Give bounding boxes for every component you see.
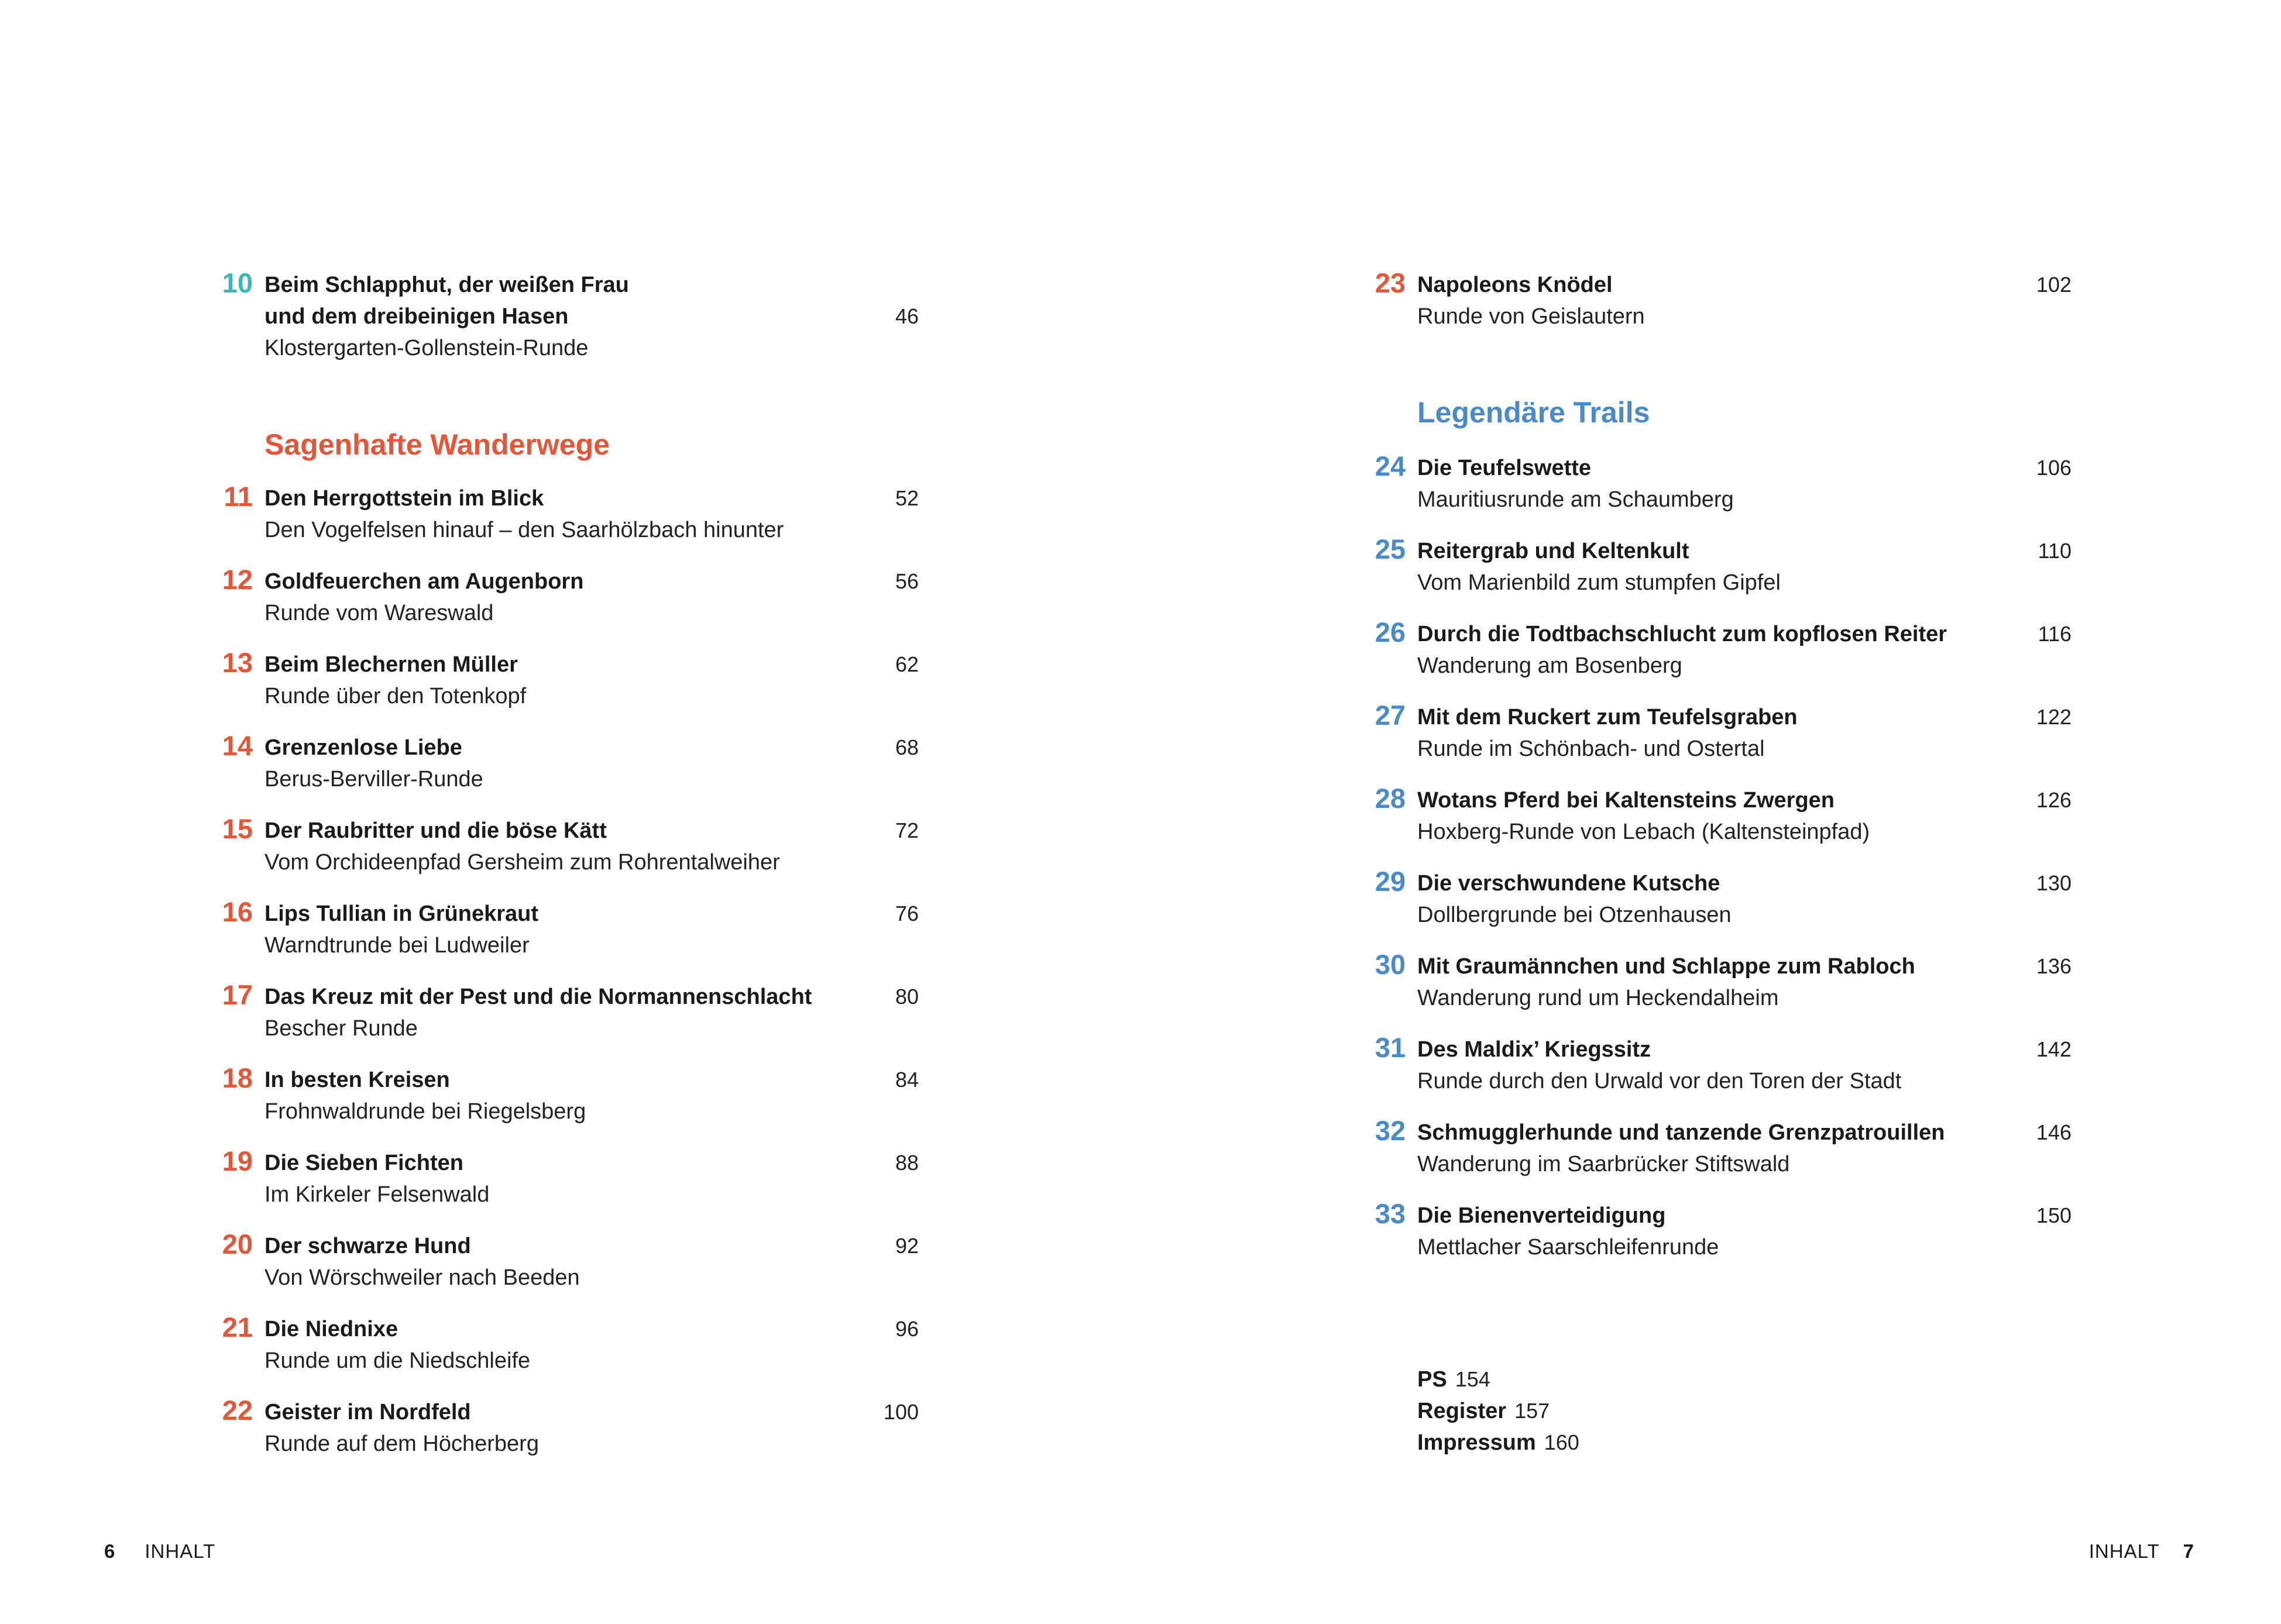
misc-label: Impressum [1417, 1430, 1536, 1455]
entry-subtitle: Runde von Geislautern [1417, 304, 1645, 329]
entry-page: 84 [895, 1068, 919, 1092]
entry-title: Beim Schlapphut, der weißen Frau [264, 273, 629, 297]
entry-title: Lips Tullian in Grünekraut [264, 902, 539, 926]
section-heading-sagenhafte-wanderwege: Sagenhafte Wanderwege [264, 428, 610, 461]
entry-title-line2: und dem dreibeinigen Hasen [264, 304, 569, 329]
entry-page: 110 [2038, 539, 2072, 563]
entry-subtitle: Wanderung im Saarbrücker Stiftswald [1417, 1152, 1790, 1176]
entry-page: 96 [895, 1317, 919, 1341]
entry-number: 14 [222, 730, 253, 761]
entry-subtitle: Mauritiusrunde am Schaumberg [1417, 487, 1734, 512]
entry-subtitle: Runde auf dem Höcherberg [264, 1432, 539, 1456]
entry-number: 27 [1375, 700, 1406, 731]
entry-number: 26 [1375, 617, 1406, 648]
footer-left [104, 1539, 215, 1564]
entry-title: Die Bienenverteidigung [1417, 1203, 1666, 1228]
entry-page: 88 [895, 1151, 919, 1175]
entry-subtitle: Wanderung am Bosenberg [1417, 653, 1682, 678]
entry-page: 46 [895, 304, 919, 328]
entry-page: 116 [2038, 622, 2072, 646]
misc-page: 157 [1514, 1399, 1550, 1423]
entry-page: 136 [2036, 954, 2072, 978]
entry-page: 102 [2036, 273, 2072, 297]
entry-title: Der schwarze Hund [264, 1234, 471, 1258]
footer-right [2089, 1539, 2194, 1564]
entry-number: 22 [222, 1395, 253, 1426]
entry-number: 16 [222, 896, 253, 927]
entry-title: Das Kreuz mit der Pest und die Normannenschlacht [264, 985, 812, 1009]
entry-title: Durch die Todtbachschlucht zum kopflosen Reiter [1417, 622, 1947, 646]
entry-page: 126 [2036, 788, 2072, 812]
entry-number: 19 [222, 1145, 253, 1176]
entry-title: Die verschwundene Kutsche [1417, 871, 1720, 896]
entry-subtitle: Runde über den Totenkopf [264, 684, 527, 708]
entry-subtitle: Runde um die Niedschleife [264, 1348, 531, 1373]
entry-number: 12 [222, 564, 253, 595]
entry-subtitle: Vom Orchideenpfad Gersheim zum Rohrentalweiher [264, 850, 780, 875]
entry-number: 32 [1375, 1115, 1406, 1146]
entry-title: Beim Blechernen Müller [264, 652, 518, 677]
entry-title: Grenzenlose Liebe [264, 735, 462, 760]
entry-title: Mit dem Ruckert zum Teufelsgraben [1417, 705, 1798, 730]
misc-page: 160 [1544, 1430, 1579, 1454]
entry-subtitle: Runde durch den Urwald vor den Toren der Stadt [1417, 1069, 1902, 1093]
entry-subtitle: Dollbergrunde bei Otzenhausen [1417, 903, 1732, 927]
entry-subtitle: Wanderung rund um Heckendalheim [1417, 986, 1779, 1010]
entry-subtitle: Berus-Berviller-Runde [264, 767, 483, 792]
misc-label: PS [1417, 1367, 1447, 1392]
entry-number: 21 [222, 1312, 253, 1343]
entry-title: Napoleons Knödel [1417, 273, 1613, 297]
entry-page: 100 [883, 1400, 919, 1424]
entry-subtitle: Von Wörschweiler nach Beeden [264, 1265, 580, 1290]
entry-page: 62 [895, 652, 919, 676]
entry-number: 13 [222, 647, 253, 678]
entry-number: 33 [1375, 1198, 1406, 1229]
entry-number: 23 [1375, 267, 1406, 298]
misc-label: Register [1417, 1399, 1507, 1423]
entry-title: Die Teufelswette [1417, 456, 1592, 480]
entry-subtitle: Klostergarten-Gollenstein-Runde [264, 336, 589, 360]
entry-page: 52 [895, 486, 919, 510]
entry-title: Den Herrgottstein im Blick [264, 486, 544, 511]
entry-page: 146 [2036, 1120, 2072, 1144]
entry-page: 106 [2036, 456, 2072, 480]
entry-number: 15 [222, 813, 253, 844]
toc-misc-impressum[interactable] [1417, 1427, 1579, 1458]
entry-number: 25 [1375, 534, 1406, 565]
footer-page-number: 7 [2183, 1540, 2194, 1562]
entry-number: 18 [222, 1062, 253, 1093]
footer-label: INHALT [2088, 1540, 2160, 1562]
entry-title: Die Niednixe [264, 1317, 399, 1341]
entry-subtitle: Den Vogelfelsen hinauf – den Saarhölzbach hinunter [264, 518, 784, 542]
entry-page: 68 [895, 735, 919, 759]
entry-number: 29 [1375, 866, 1406, 897]
entry-title: Der Raubritter und die böse Kätt [264, 818, 607, 843]
entry-page: 130 [2036, 871, 2072, 895]
entry-title: Schmugglerhunde und tanzende Grenzpatrouillen [1417, 1120, 1945, 1145]
footer-label: INHALT [145, 1540, 216, 1562]
entry-page: 56 [895, 569, 919, 593]
entry-page: 76 [895, 902, 919, 925]
entry-number: 20 [222, 1229, 253, 1260]
entry-title: Goldfeuerchen am Augenborn [264, 569, 584, 594]
entry-number: 30 [1375, 949, 1406, 980]
footer-page-number: 6 [104, 1540, 116, 1562]
entry-title: Die Sieben Fichten [264, 1151, 463, 1175]
entry-page: 80 [895, 985, 919, 1009]
toc-misc-ps[interactable] [1417, 1364, 1490, 1395]
entry-title: In besten Kreisen [264, 1068, 450, 1092]
toc-misc-register[interactable] [1417, 1395, 1550, 1427]
entry-title: Des Maldix’ Kriegssitz [1417, 1037, 1651, 1062]
entry-subtitle: Im Kirkeler Felsenwald [264, 1182, 490, 1207]
entry-subtitle: Frohnwaldrunde bei Riegelsberg [264, 1099, 586, 1124]
entry-page: 150 [2036, 1203, 2072, 1227]
entry-title: Wotans Pferd bei Kaltensteins Zwergen [1417, 788, 1835, 813]
entry-number: 31 [1375, 1032, 1406, 1063]
entry-subtitle: Hoxberg-Runde von Lebach (Kaltensteinpfad) [1417, 820, 1870, 844]
entry-subtitle: Vom Marienbild zum stumpfen Gipfel [1417, 570, 1781, 595]
entry-page: 92 [895, 1234, 919, 1258]
entry-subtitle: Mettlacher Saarschleifenrunde [1417, 1235, 1719, 1260]
entry-page: 142 [2036, 1037, 2072, 1061]
entry-number: 28 [1375, 783, 1406, 814]
entry-number: 24 [1375, 450, 1406, 481]
entry-title: Reitergrab und Keltenkult [1417, 539, 1689, 563]
entry-subtitle: Runde im Schönbach- und Ostertal [1417, 737, 1765, 761]
section-heading-legendaere-trails: Legendäre Trails [1417, 396, 1650, 429]
entry-page: 122 [2036, 705, 2072, 729]
entry-title: Geister im Nordfeld [264, 1400, 471, 1425]
entry-number: 10 [222, 267, 253, 298]
entry-number: 17 [222, 979, 253, 1010]
entry-page: 72 [895, 818, 919, 842]
entry-number: 11 [224, 481, 253, 512]
entry-subtitle: Bescher Runde [264, 1016, 418, 1041]
entry-subtitle: Runde vom Wareswald [264, 601, 494, 625]
entry-subtitle: Warndtrunde bei Ludweiler [264, 933, 530, 958]
entry-title: Mit Graumännchen und Schlappe zum Rabloch [1417, 954, 1915, 979]
misc-page: 154 [1455, 1367, 1490, 1391]
